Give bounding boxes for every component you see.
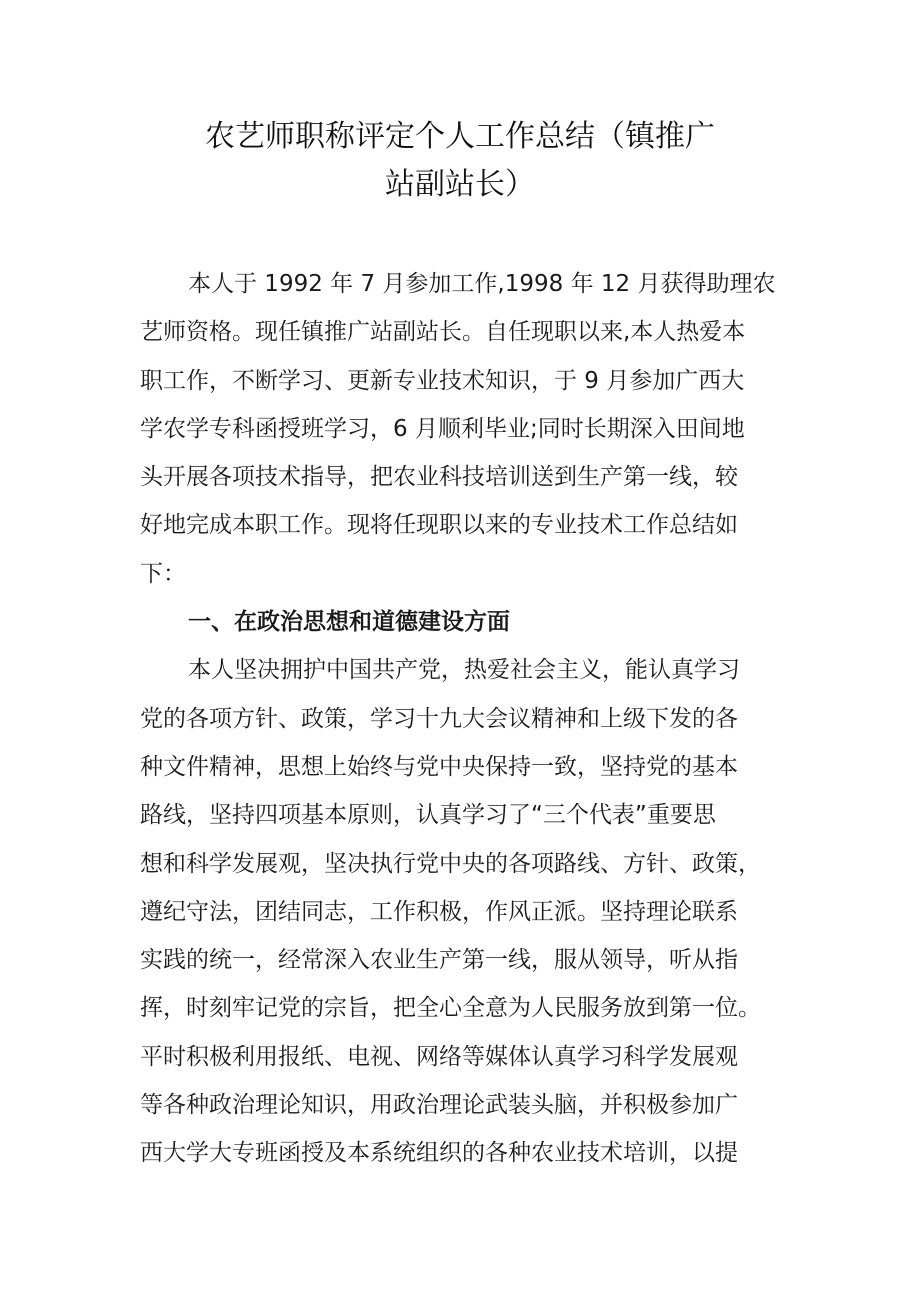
text-line: 党的各项方针、政策，学习十九大会议精神和上级下发的各 [140, 705, 738, 732]
text-line: 艺师资格。现任镇推广站副站长。自任现职以来,本人热爱本 [140, 319, 746, 346]
title-line: 站副站长） [385, 167, 535, 202]
text-line: 本人坚决拥护中国共产党，热爱社会主义，能认真学习 [188, 657, 740, 684]
text-line: 遵纪守法，团结同志，工作积极，作风正派。坚持理论联系 [140, 898, 738, 925]
paragraph-politics [140, 646, 780, 1177]
paragraph-intro [140, 260, 780, 598]
text-line: 学农学专科函授班学习，6 月顺利毕业;同时长期深入田间地 [140, 415, 745, 442]
title-line: 农艺师职称评定个人工作总结（镇推广 [205, 119, 715, 154]
text-line: 头开展各项技术指导，把农业科技培训送到生产第一线，较 [140, 464, 738, 491]
document-title [140, 113, 780, 209]
text-line: 实践的统一，经常深入农业生产第一线，服从领导，听从指 [140, 947, 738, 974]
text-line: 西大学大专班函授及本系统组织的各种农业技术培训，以提 [140, 1140, 738, 1167]
text-line: 种文件精神，思想上始终与党中央保持一致，坚持党的基本 [140, 753, 738, 780]
text-line: 本人于 1992 年 7 月参加工作,1998 年 12 月获得助理农 [188, 271, 776, 297]
text-line: 职工作，不断学习、更新专业技术知识，于 9 月参加广西大 [140, 367, 745, 394]
text-line: 好地完成本职工作。现将任现职以来的专业技术工作总结如 [140, 512, 738, 539]
text-line: 等各种政治理论知识，用政治理论武装头脑，并积极参加广 [140, 1092, 738, 1119]
text-line: 路线，坚持四项基本原则，认真学习了“三个代表”重要思 [140, 802, 716, 829]
document-body [140, 260, 780, 1178]
text-line: 挥，时刻牢记党的宗旨，把全心全意为人民服务放到第一位。 [140, 995, 761, 1022]
text-line: 下： [140, 560, 186, 587]
text-line: 想和科学发展观，坚决执行党中央的各项路线、方针、政策， [140, 850, 761, 877]
section-heading: 一、在政治思想和道德建设方面 [188, 609, 510, 636]
text-line: 平时积极利用报纸、电视、网络等媒体认真学习科学发展观 [140, 1043, 738, 1070]
